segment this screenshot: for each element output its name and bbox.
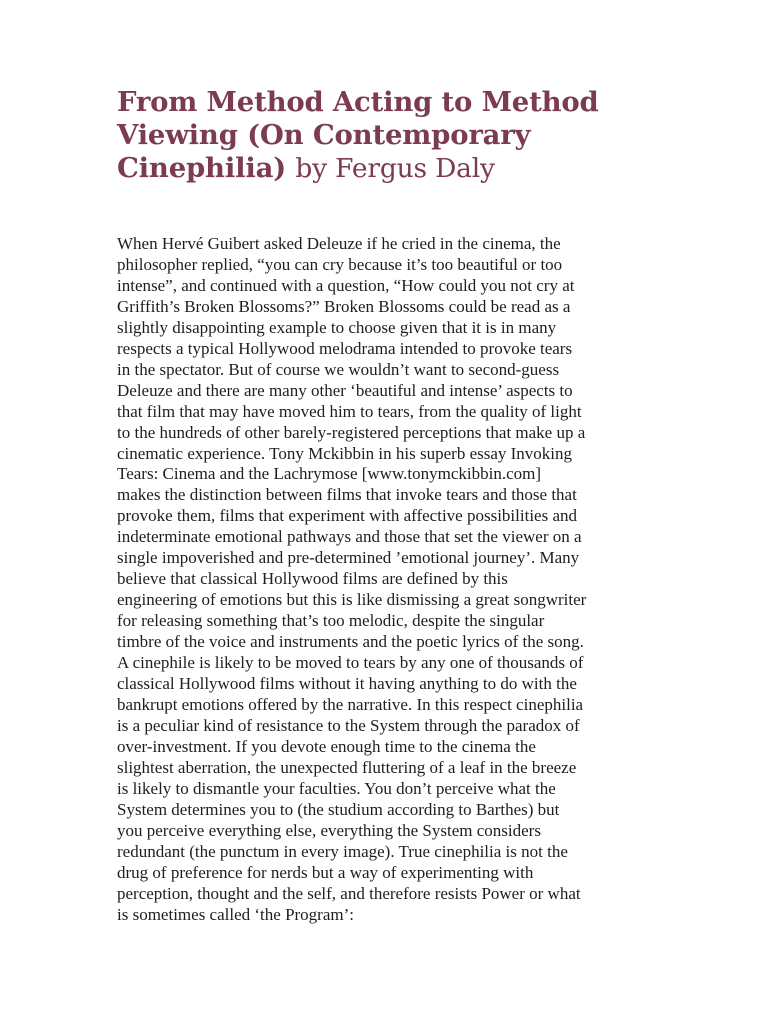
body-line: classical Hollywood films without it having anything to do with the	[117, 674, 577, 694]
body-line: is likely to dismantle your faculties. You don’t perceive what the	[117, 778, 556, 798]
body-line: redundant (the punctum in every image). True cinephilia is not the	[117, 841, 568, 861]
body-line: you perceive everything else, everything the System considers	[117, 820, 541, 840]
author-byline: by Fergus Daly	[295, 153, 495, 184]
body-line: philosopher replied, “you can cry because it’s too beautiful or too	[117, 254, 563, 274]
body-line: for releasing something that’s too melodic, despite the singular	[117, 611, 545, 631]
body-line: to the hundreds of other barely-registered perceptions that make up a	[117, 422, 586, 442]
body-line: indeterminate emotional pathways and those that set the viewer on a	[117, 527, 582, 547]
body-line: Tears: Cinema and the Lachrymose [www.tonymckibbin.com]	[117, 464, 542, 484]
body-line: is sometimes called ‘the Program’:	[117, 904, 354, 924]
body-line: respects a typical Hollywood melodrama intended to provoke tears	[117, 338, 573, 358]
body-line: bankrupt emotions offered by the narrative. In this respect cinephilia	[117, 694, 584, 714]
body-line: provoke them, films that experiment with affective possibilities and	[117, 506, 577, 526]
body-line: Griffith’s Broken Blossoms?” Broken Blossoms could be read as a	[117, 296, 571, 316]
body-line: A cinephile is likely to be moved to tears by any one of thousands of	[117, 653, 584, 673]
body-line: slightly disappointing example to choose given that it is in many	[117, 317, 557, 337]
body-line: engineering of emotions but this is like dismissing a great songwriter	[117, 590, 587, 610]
body-line: single impoverished and pre-determined ’emotional journey’. Many	[117, 548, 580, 568]
body-line: believe that classical Hollywood films are defined by this	[117, 569, 508, 589]
document-title	[117, 86, 677, 185]
body-line: cinematic experience. Tony Mckibbin in his superb essay Invoking	[117, 443, 573, 463]
body-line: intense”, and continued with a question, “How could you not cry at	[117, 275, 575, 295]
body-line: makes the distinction between films that invoke tears and those that	[117, 485, 577, 505]
body-line: slightest aberration, the unexpected fluttering of a leaf in the breeze	[117, 757, 577, 777]
body-paragraph	[117, 234, 657, 925]
body-line: in the spectator. But of course we wouldn’t want to second-guess	[117, 359, 560, 379]
body-line: perception, thought and the self, and therefore resists Power or what	[117, 883, 581, 903]
body-line: that film that may have moved him to tears, from the quality of light	[117, 401, 582, 421]
body-line: over-investment. If you devote enough time to the cinema the	[117, 736, 536, 756]
body-line: Deleuze and there are many other ‘beautiful and intense’ aspects to	[117, 380, 573, 400]
body-line: System determines you to (the studium according to Barthes) but	[117, 799, 560, 819]
title-text: From Method Acting to Method Viewing (On Contemporary Cinephilia)	[117, 86, 599, 184]
body-line: timbre of the voice and instruments and the poetic lyrics of the song.	[117, 632, 584, 652]
body-line: drug of preference for nerds but a way of experimenting with	[117, 862, 534, 882]
body-line: When Hervé Guibert asked Deleuze if he cried in the cinema, the	[117, 234, 561, 253]
body-line: is a peculiar kind of resistance to the System through the paradox of	[117, 715, 580, 735]
